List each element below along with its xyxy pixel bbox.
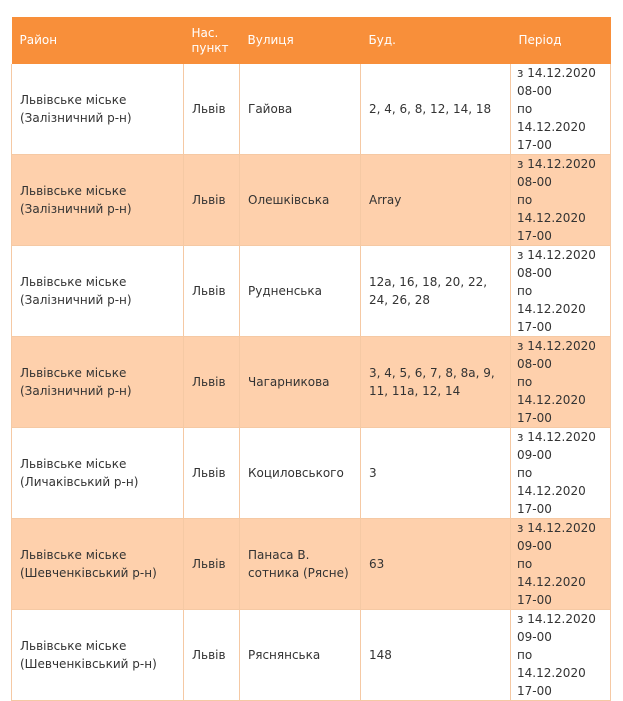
table-row	[12, 246, 611, 337]
header-settlement: Нас. пункт	[191, 25, 229, 55]
district-cell: Львівське міське (Залізничний р-н)	[12, 64, 184, 155]
buildings-cell: 3, 4, 5, 6, 7, 8, 8а, 9, 11, 11а, 12, 14	[361, 337, 511, 428]
street-cell: Олешківська	[240, 155, 361, 246]
city-cell: Львів	[184, 64, 240, 155]
header-district: Район	[19, 33, 58, 47]
district-cell: Львівське міське (Залізничний р-н)	[12, 246, 184, 337]
table-row	[12, 64, 611, 155]
period-cell: з 14.12.2020 08-00 по 14.12.2020 17-00	[511, 246, 611, 337]
period-cell: з 14.12.2020 08-00 по 14.12.2020 17-00	[511, 337, 611, 428]
buildings-cell: 63	[361, 519, 511, 610]
period-cell: з 14.12.2020 08-00 по 14.12.2020 17-00	[511, 64, 611, 155]
buildings-cell: Array	[361, 155, 511, 246]
buildings-cell: 3	[361, 428, 511, 519]
table-row	[12, 337, 611, 428]
city-cell: Львів	[184, 428, 240, 519]
table-row	[12, 155, 611, 246]
table-row	[12, 428, 611, 519]
table-body	[12, 64, 611, 701]
city-cell: Львів	[184, 519, 240, 610]
street-cell: Рудненська	[240, 246, 361, 337]
header-period: Період	[518, 33, 562, 47]
table-header	[12, 17, 611, 64]
district-cell: Львівське міське (Личаківський р-н)	[12, 428, 184, 519]
period-cell: з 14.12.2020 09-00 по 14.12.2020 17-00	[511, 610, 611, 701]
district-cell: Львівське міське (Залізничний р-н)	[12, 337, 184, 428]
table-row	[12, 519, 611, 610]
header-row	[12, 17, 611, 64]
period-cell: з 14.12.2020 08-00 по 14.12.2020 17-00	[511, 155, 611, 246]
street-cell: Коцилoвського	[240, 428, 361, 519]
buildings-cell: 12а, 16, 18, 20, 22, 24, 26, 28	[361, 246, 511, 337]
header-buildings: Буд.	[368, 33, 396, 47]
period-cell: з 14.12.2020 09-00 по 14.12.2020 17-00	[511, 519, 611, 610]
street-cell: Панаса В. сотника (Рясне)	[240, 519, 361, 610]
city-cell: Львів	[184, 610, 240, 701]
street-cell: Ряснянська	[240, 610, 361, 701]
city-cell: Львів	[184, 246, 240, 337]
street-cell: Гайова	[240, 64, 361, 155]
buildings-cell: 2, 4, 6, 8, 12, 14, 18	[361, 64, 511, 155]
district-cell: Львівське міське (Шевченківський р-н)	[12, 610, 184, 701]
district-cell: Львівське міське (Залізничний р-н)	[12, 155, 184, 246]
table-row	[12, 610, 611, 701]
buildings-cell: 148	[361, 610, 511, 701]
city-cell: Львів	[184, 155, 240, 246]
header-street: Вулиця	[247, 33, 294, 47]
period-cell: з 14.12.2020 09-00 по 14.12.2020 17-00	[511, 428, 611, 519]
city-cell: Львів	[184, 337, 240, 428]
district-cell: Львівське міське (Шевченківський р-н)	[12, 519, 184, 610]
street-cell: Чагарникова	[240, 337, 361, 428]
outage-schedule-table	[11, 17, 611, 701]
